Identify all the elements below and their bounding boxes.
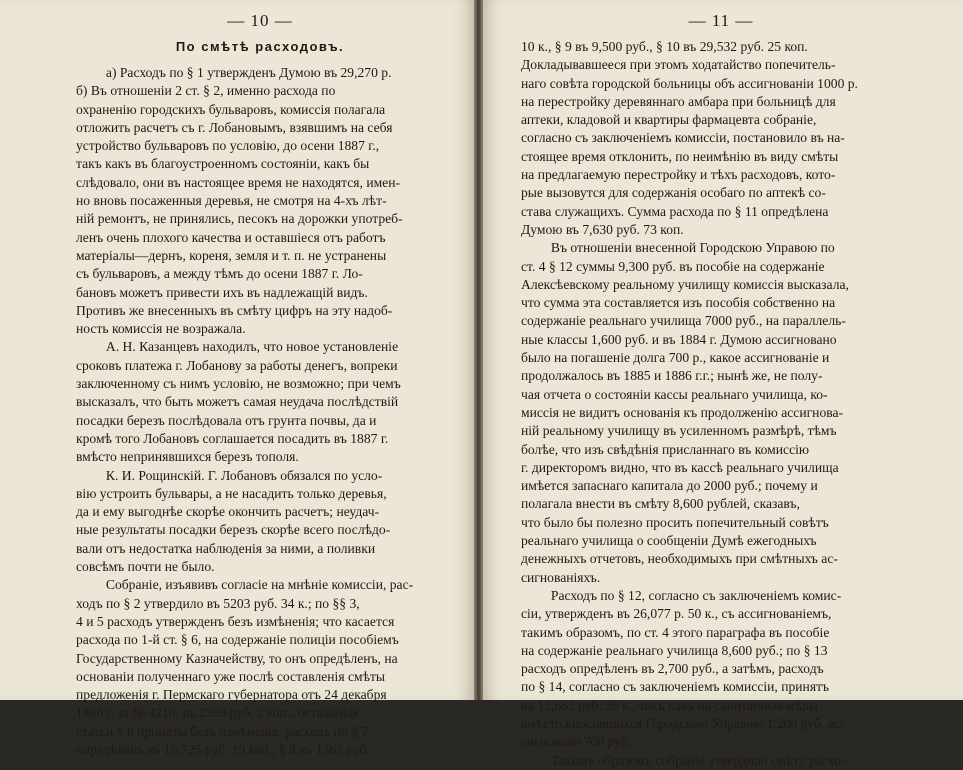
text-line: матеріалы—дернъ, кореня, земля и т. п. не устранены <box>76 247 387 263</box>
text-line: согласно съ заключеніемъ комиссіи, постановило въ на- <box>521 130 845 146</box>
paragraph <box>521 38 921 239</box>
text-line: сроковъ платежа г. Лобанову за работы денегъ, вопреки <box>76 357 398 373</box>
text-line: сіи, утвержденъ въ 26,077 р. 50 к., съ ассигнованіемъ, <box>521 606 832 622</box>
paragraph <box>521 239 921 587</box>
text-line: на перестройку деревяннаго амбара при больницѣ для <box>521 93 836 109</box>
text-line: расходъ опредѣленъ въ 2,700 руб., а затѣмъ, расходъ <box>521 661 824 677</box>
text-line: расхода по 1-й ст. § 6, на содержаніе полиціи пособіемъ <box>76 632 399 648</box>
page-number: — 10 — <box>227 11 293 30</box>
text-line: ст. 4 § 12 суммы 9,300 руб. въ пособіе на содержаніе <box>521 258 825 274</box>
page-number: — 11 — <box>688 11 754 30</box>
right-page <box>483 0 963 768</box>
text-line: сигнованіяхъ. <box>521 569 601 585</box>
text-line: Противъ же внесенныхъ въ смѣту цифръ на эту надоб- <box>76 302 393 318</box>
text-line: вмѣсто вносившихся Городскою Управою 1,200 руб. ас- <box>521 715 845 731</box>
text-line: продолжалось въ 1885 и 1886 г.г.; нынѣ же, не полу- <box>521 368 823 384</box>
text-line: заключенному съ нимъ условію, не возможно; при чемъ <box>76 376 401 392</box>
text-line: К. И. Рощинскій. Г. Лобановъ обязался по усло- <box>105 467 383 483</box>
text-line: отложить расчетъ съ г. Лобановымъ, взявшимъ на себя <box>76 119 393 135</box>
text-line: содержаніе реальнаго училища 7000 руб., на параллель- <box>521 313 846 329</box>
text-line: ные классы 1,600 руб. и въ 1884 г. Думою ассигновано <box>521 331 837 347</box>
text-line: 1886 г. за № 4210, въ 2339 руб. 2 коп.; остальныя <box>76 705 359 721</box>
text-line: что было бы полезно просить попечительный совѣтъ <box>521 514 829 530</box>
paragraph <box>76 338 444 466</box>
text-line: было на погашеніе долга 700 р., какое ассигнованіе и <box>521 350 830 366</box>
text-line: болѣе, что изъ свѣдѣнія присланнаго въ комиссію <box>521 441 810 457</box>
text-line: б) Въ отношеніи 2 ст. § 2, именно расхода по <box>76 83 336 99</box>
text-line: слѣдовало, они въ настоящее время не находятся, имен- <box>76 174 401 190</box>
text-line: ность комиссія не возражала. <box>76 321 246 337</box>
text-line: въ 12,652 руб. 26 к., такъ какъ на санитарныя мѣры <box>521 697 819 713</box>
text-line: устройство бульваровъ по условію, до осени 1887 г., <box>76 138 380 154</box>
text-line: чая отчета о состояніи кассы реальнаго училища, ко- <box>521 386 828 402</box>
text-line: статьи § 6 приняты безъ измѣненія; расходъ по § 7 <box>76 723 369 739</box>
text-line: предложенія г. Пермскаго губернатора отъ 24 декабря <box>76 687 387 703</box>
text-line: посадки березъ послѣдовала отъ грунта почвы, да и <box>76 412 377 428</box>
text-line: вали отъ недостатка наблюденія за ними, а поливки <box>76 540 376 556</box>
text-line: основаніи полученнаго уже послѣ составленія смѣты <box>76 668 386 684</box>
left-page-body <box>76 64 444 759</box>
text-line: Алексѣевскому реальному училищу комиссія высказала, <box>521 276 849 292</box>
text-line: миссія не видитъ основанія къ продолженію ассигнова- <box>521 404 844 420</box>
text-line: ленъ очень плохого качества и оставшіеся отъ работъ <box>76 229 386 245</box>
text-line: опредѣленъ въ 16,725 руб. 19 коп., § 8 въ 1362 руб. <box>76 741 370 757</box>
text-line: такъ какъ въ благоустроенномъ состояніи, какъ бы <box>76 156 370 172</box>
text-line: такимъ образомъ, по ст. 4 этого параграфа въ пособіе <box>521 624 830 640</box>
text-line: высказалъ, что быть можетъ самая неудача послѣдствій <box>76 394 399 410</box>
text-line: ходъ по § 2 утвердило въ 5203 руб. 34 к.; по §§ 3, <box>76 595 360 611</box>
text-line: бановъ можетъ привести ихъ въ надлежащій видъ. <box>76 284 368 300</box>
text-line: что сумма эта составляется изъ пособія собственно на <box>521 295 836 311</box>
text-line: ній реальному училищу въ усиленномъ размѣрѣ, тѣмъ <box>521 423 837 439</box>
text-line: по § 14, согласно съ заключеніемъ комиссіи, принятъ <box>521 679 830 695</box>
text-line: вію устроить бульвары, а не насадить только деревья, <box>76 485 387 501</box>
text-line: полагала внести въ смѣту 8,600 рублей, сказавъ, <box>521 496 800 512</box>
paragraph <box>76 467 444 577</box>
paragraph <box>521 752 921 770</box>
text-line: 4 и 5 расходъ утвержденъ безъ измѣненія; что касается <box>76 613 395 629</box>
right-page-body <box>521 38 921 770</box>
text-line: рые вызовутся для содержанія особаго по аптекѣ со- <box>521 185 826 201</box>
text-line: Въ отношеніи внесенной Городскою Управою по <box>550 240 835 256</box>
text-line: Такимъ образомъ собраніе утвердило смѣту расхо- <box>550 752 846 768</box>
text-line: ній ремонтъ, не принялись, песокъ на дорожки употреб- <box>76 211 403 227</box>
text-line: совсѣмъ почти не было. <box>76 559 215 575</box>
text-line: Докладывавшееся при этомъ ходатайство попечитель- <box>521 57 836 73</box>
text-line: реальнаго училища о сообщеніи Думѣ ежегодныхъ <box>521 533 817 549</box>
text-line: 10 к., § 9 въ 9,500 руб., § 10 въ 29,532 руб. 25 коп. <box>521 39 808 54</box>
paragraph <box>76 576 444 759</box>
text-line: на предлагаемую перестройку и тѣхъ расходовъ, кото- <box>521 167 836 183</box>
text-line: но вновь посаженныя деревья, не смотря на 4-хъ лѣт- <box>76 193 387 209</box>
paragraph <box>76 64 444 338</box>
text-line: А. Н. Казанцевъ находилъ, что новое установленіе <box>105 339 399 355</box>
text-line: вмѣсто непринявшихся березъ тополя. <box>76 449 299 465</box>
text-line: сигновано 700 руб. <box>521 734 632 750</box>
text-line: на содержаніе реальнаго училища 8,600 руб.; по § 13 <box>521 642 828 658</box>
text-line: Государственному Казначейству, то онъ опредѣленъ, на <box>76 650 398 666</box>
text-line: имѣется запаснаго капитала до 2000 руб.; почему и <box>521 478 818 494</box>
text-line: Расходъ по § 12, согласно съ заключеніемъ комис- <box>550 587 842 603</box>
text-line: охраненію городскихъ бульваровъ, комиссія полагала <box>76 101 386 117</box>
text-line: кромѣ того Лобановъ соглашается посадить въ 1887 г. <box>76 430 389 446</box>
text-line: а) Расходъ по § 1 утвержденъ Думою въ 29,270 р. <box>105 65 392 80</box>
text-line: да и ему выгоднѣе скорѣе окончить расчетъ; неудач- <box>76 504 380 520</box>
left-page <box>0 0 474 757</box>
text-line: ные результаты посадки березъ скорѣе всего послѣдо- <box>76 522 391 538</box>
text-line: Собраніе, изъявивъ согласіе на мнѣніе комиссіи, рас- <box>105 577 414 593</box>
paragraph <box>521 587 921 752</box>
book-gutter <box>474 0 483 700</box>
text-line: става служащихъ. Сумма расхода по § 11 опредѣлена <box>521 203 829 219</box>
text-line: денежныхъ отчетовъ, необходимыхъ при смѣтныхъ ас- <box>521 551 838 567</box>
text-line: аптеки, кладовой и квартиры фармацевта собраніе, <box>521 112 817 128</box>
text-line: съ бульваровъ, а между тѣмъ до осени 1887 г. Ло- <box>76 266 363 282</box>
text-line: Думою въ 7,630 руб. 73 коп. <box>521 221 684 237</box>
text-line: стоящее время отклонить, по неимѣнію въ виду смѣты <box>521 148 839 164</box>
text-line: наго совѣта городской больницы объ ассигнованіи 1000 р. <box>521 75 858 91</box>
text-line: г. директоромъ видно, что въ кассѣ реальнаго училища <box>521 459 839 475</box>
section-heading: По смѣтѣ расходовъ. <box>175 39 345 54</box>
